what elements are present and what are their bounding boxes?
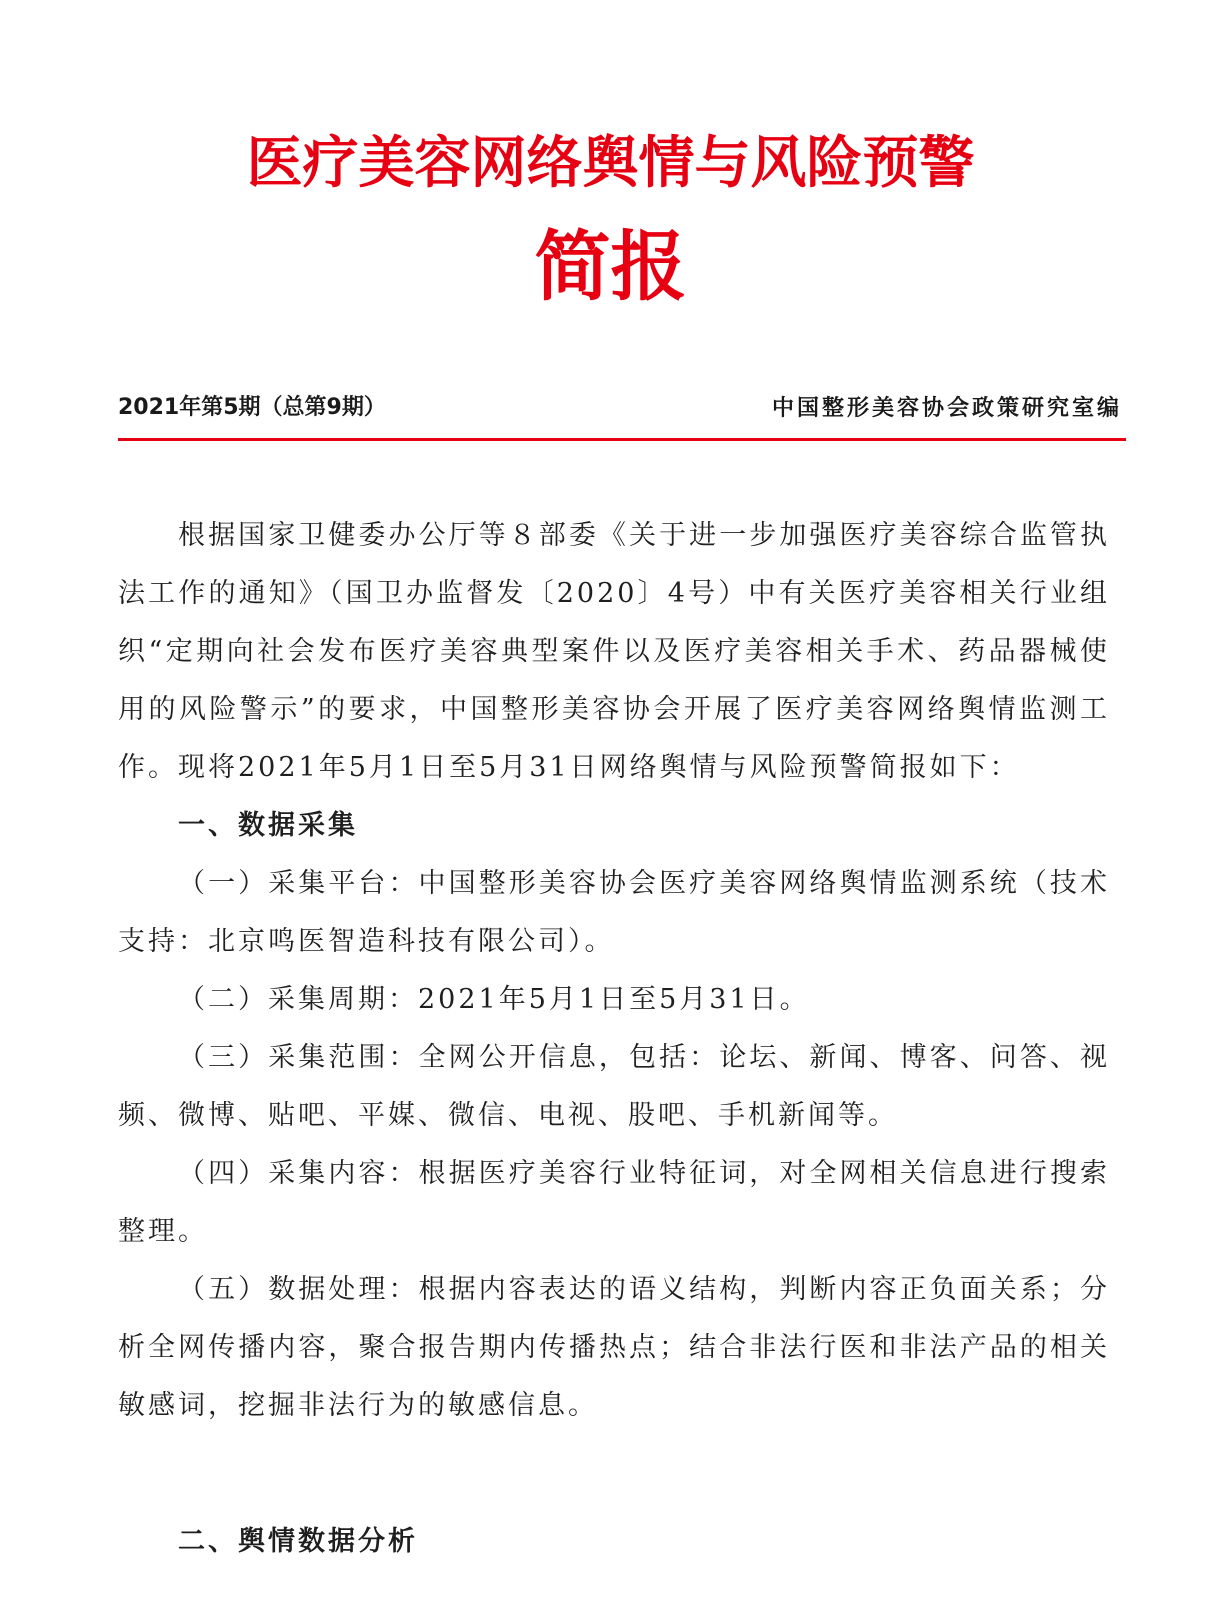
editor-credit: 中国整形美容协会政策研究室编	[771, 395, 1122, 421]
section-heading-sentiment-analysis: 二、舆情数据分析	[178, 1526, 418, 1557]
intro-paragraph: 根据国家卫健委办公厅等８部委《关于进一步加强医疗美容综合监管执法工作的通知》（国卫办监督发〔2020〕4号）中有关医疗美容相关行业组织“定期向社会发布医疗美容典型案件以及医疗美容相关手术、药品器械使用的风险警示”的要求，中国整形美容协会开展了医疗美容网络舆情监测工作。现将2021年5月1日至5月31日网络舆情与风险预警简报如下：	[118, 520, 1110, 783]
list-item: （一）采集平台：中国整形美容协会医疗美容网络舆情监测系统（技术支持：北京鸣医智造科技有限公司）。	[118, 868, 1110, 957]
issue-number: 2021年第5期（总第9期）	[118, 395, 386, 420]
document-subtitle: 简报	[534, 222, 687, 311]
list-item: （二）采集周期：2021年5月1日至5月31日。	[178, 984, 810, 1015]
list-item: （三）采集范围：全网公开信息，包括：论坛、新闻、博客、问答、视频、微博、贴吧、平媒、微信、电视、股吧、手机新闻等。	[118, 1042, 1110, 1131]
document-body	[118, 507, 1110, 1571]
issue-meta-row	[118, 393, 1122, 423]
header-divider	[118, 438, 1126, 441]
list-item: （五）数据处理：根据内容表达的语义结构，判断内容正负面关系；分析全网传播内容，聚合报告期内传播热点；结合非法行医和非法产品的相关敏感词，挖掘非法行为的敏感信息。	[118, 1274, 1110, 1421]
list-item: （四）采集内容：根据医疗美容行业特征词，对全网相关信息进行搜索整理。	[118, 1158, 1110, 1247]
document-title: 医疗美容网络舆情与风险预警	[246, 130, 975, 196]
section-heading-data-collection: 一、数据采集	[178, 810, 358, 841]
